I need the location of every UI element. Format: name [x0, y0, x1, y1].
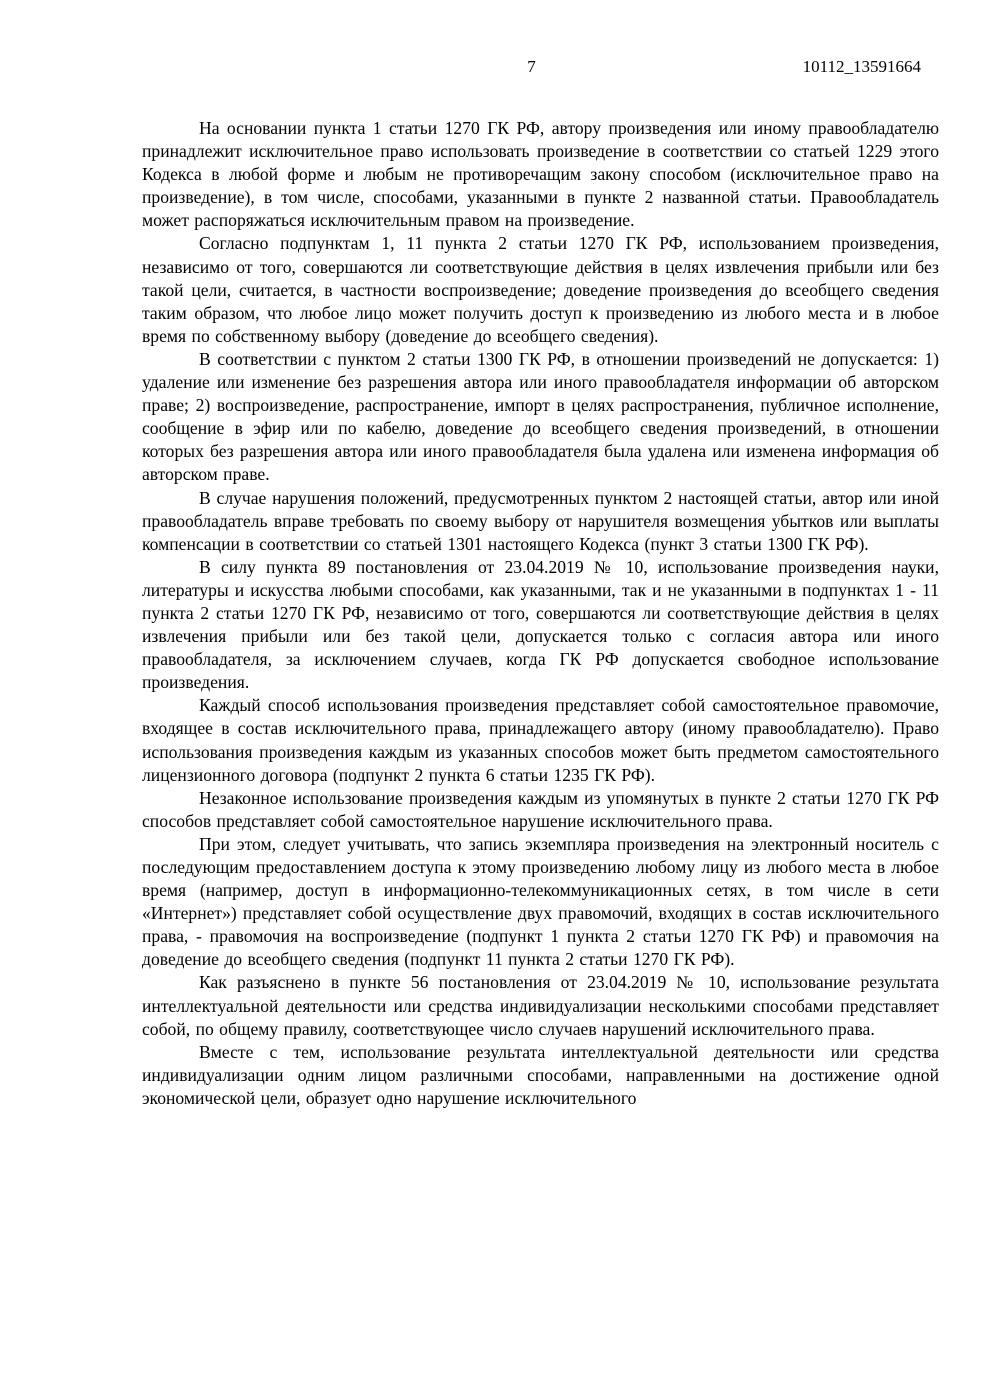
page-header [142, 55, 921, 78]
document-id: 10112_13591664 [802, 57, 921, 76]
paragraph: На основании пункта 1 статьи 1270 ГК РФ, автору произведения или иному правообладателю принадлежит исключительное право использовать произведение в соответствии со статьей 1229 этого Кодекса в любой форме и любым не противоречащим закону способом (исключительное право на произведение), в том числе, способами, указанными в пункте 2 названной статьи. Правообладатель может распоряжаться исключительным правом на произведение. [142, 118, 939, 231]
paragraph: Согласно подпунктам 1, 11 пункта 2 статьи 1270 ГК РФ, использованием произведения, независимо от того, совершаются ли соответствующие действия в целях извлечения прибыли или без такой цели, считается, в частности воспроизведение; доведение произведения до всеобщего сведения таким образом, что любое лицо может получить доступ к произведению из любого места и в любое время по собственному выбору (доведение до всеобщего сведения). [142, 233, 939, 346]
document-body [142, 117, 939, 1110]
paragraph: В силу пункта 89 постановления от 23.04.2019 № 10, использование произведения науки, литературы и искусства любыми способами, как указанными, так и не указанными в подпунктах 1 - 11 пункта 2 статьи 1270 ГК РФ, независимо от того, совершаются ли соответствующие действия в целях извлечения прибыли или без такой цели, допускается только с согласия автора или иного правообладателя, за исключением случаев, когда ГК РФ допускается свободное использование произведения. [142, 556, 939, 693]
page-number: 7 [527, 57, 536, 76]
paragraph: Вместе с тем, использование результата интеллектуальной деятельности или средства индивидуализации одним лицом различными способами, направленными на достижение одной экономической цели, образует одно нарушение исключительного [142, 1041, 939, 1108]
paragraph: В соответствии с пунктом 2 статьи 1300 ГК РФ, в отношении произведений не допускается: 1) удаление или изменение без разрешения автора или иного правообладателя информации об авторском праве; 2) воспроизведение, распространение, импорт в целях распространения, публичное исполнение, сообщение в эфир или по кабелю, доведение до всеобщего сведения произведений, в отношении которых без разрешения автора или иного правообладателя была удалена или изменена информация об авторском праве. [142, 348, 939, 485]
paragraph: Незаконное использование произведения каждым из упомянутых в пункте 2 статьи 1270 ГК РФ способов представляет собой самостоятельное нарушение исключительного права. [142, 787, 939, 831]
paragraph: При этом, следует учитывать, что запись экземпляра произведения на электронный носитель с последующим предоставлением доступа к этому произведению любому лицу из любого места в любое время (например, доступ в информационно-телекоммуникационных сетях, в том числе в сети «Интернет») представляет собой осуществление двух правомочий, входящих в состав исключительного права, - правомочия на воспроизведение (подпункт 1 пункта 2 статьи 1270 ГК РФ) и правомочия на доведение до всеобщего сведения (подпункт 11 пункта 2 статьи 1270 ГК РФ). [142, 833, 939, 970]
paragraph: Каждый способ использования произведения представляет собой самостоятельное правомочие, входящее в состав исключительного права, принадлежащего автору (иному правообладателю). Право использования произведения каждым из указанных способов может быть предметом самостоятельного лицензионного договора (подпункт 2 пункта 6 статьи 1235 ГК РФ). [142, 695, 939, 785]
paragraph: В случае нарушения положений, предусмотренных пунктом 2 настоящей статьи, автор или иной правообладатель вправе требовать по своему выбору от нарушителя возмещения убытков или выплаты компенсации в соответствии со статьей 1301 настоящего Кодекса (пункт 3 статьи 1300 ГК РФ). [142, 487, 939, 554]
paragraph: Как разъяснено в пункте 56 постановления от 23.04.2019 № 10, использование результата интеллектуальной деятельности или средства индивидуализации несколькими способами представляет собой, по общему правилу, соответствующее число случаев нарушений исключительного права. [142, 972, 939, 1039]
